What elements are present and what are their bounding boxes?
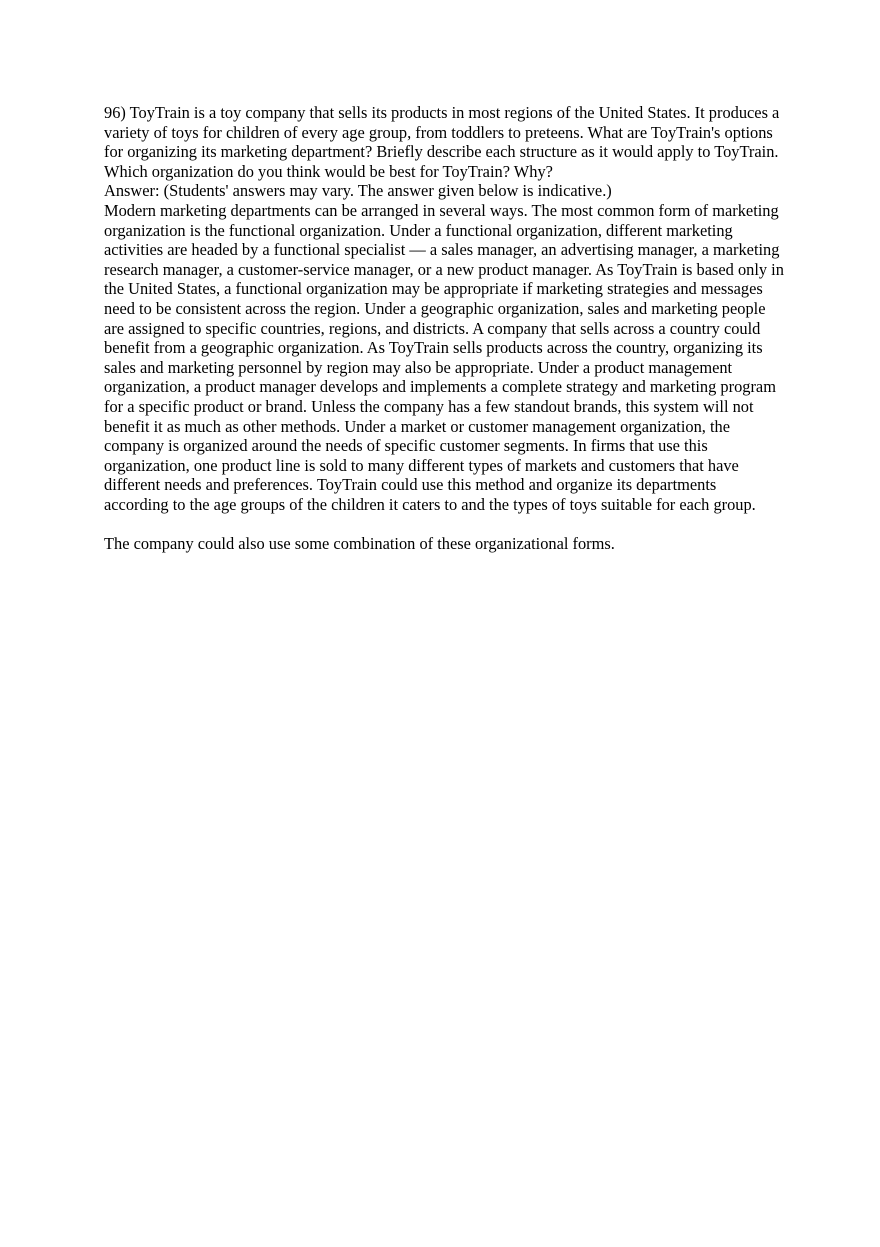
document-body bbox=[104, 103, 784, 554]
answer-conclusion: The company could also use some combination of these organizational forms. bbox=[104, 534, 615, 554]
answer-intro: Answer: (Students' answers may vary. The answer given below is indicative.) bbox=[104, 181, 612, 201]
question-text: 96) ToyTrain is a toy company that sells its products in most regions of the United States. It produces a variety of toys for children of every age group, from toddlers to preteens. What are ToyTrain's options for organizing its marketing department? Briefly describe each structure as it would apply to ToyTrain. Which organization do you think would be best for ToyTrain? Why? bbox=[104, 103, 780, 181]
answer-body: Modern marketing departments can be arranged in several ways. The most common form of marketing organization is the functional organization. Under a functional organization, different marketing activities are headed by a functional specialist — a sales manager, an advertising manager, a marketing research manager, a customer-service manager, or a new product manager. As ToyTrain is based only in the United States, a functional organization may be appropriate if marketing strategies and messages need to be consistent across the region. Under a geographic organization, sales and marketing people are assigned to specific countries, regions, and districts. A company that sells across a country could benefit from a geographic organization. As ToyTrain sells products across the country, organizing its sales and marketing personnel by region may also be appropriate. Under a product management organization, a product manager develops and implements a complete strategy and marketing program for a specific product or brand. Unless the company has a few standout brands, this system will not benefit it as much as other methods. Under a market or customer management organization, the company is organized around the needs of specific customer segments. In firms that use this organization, one product line is sold to many different types of markets and customers that have different needs and preferences. ToyTrain could use this method and organize its departments according to the age groups of the children it caters to and the types of toys suitable for each group. bbox=[104, 200, 784, 514]
